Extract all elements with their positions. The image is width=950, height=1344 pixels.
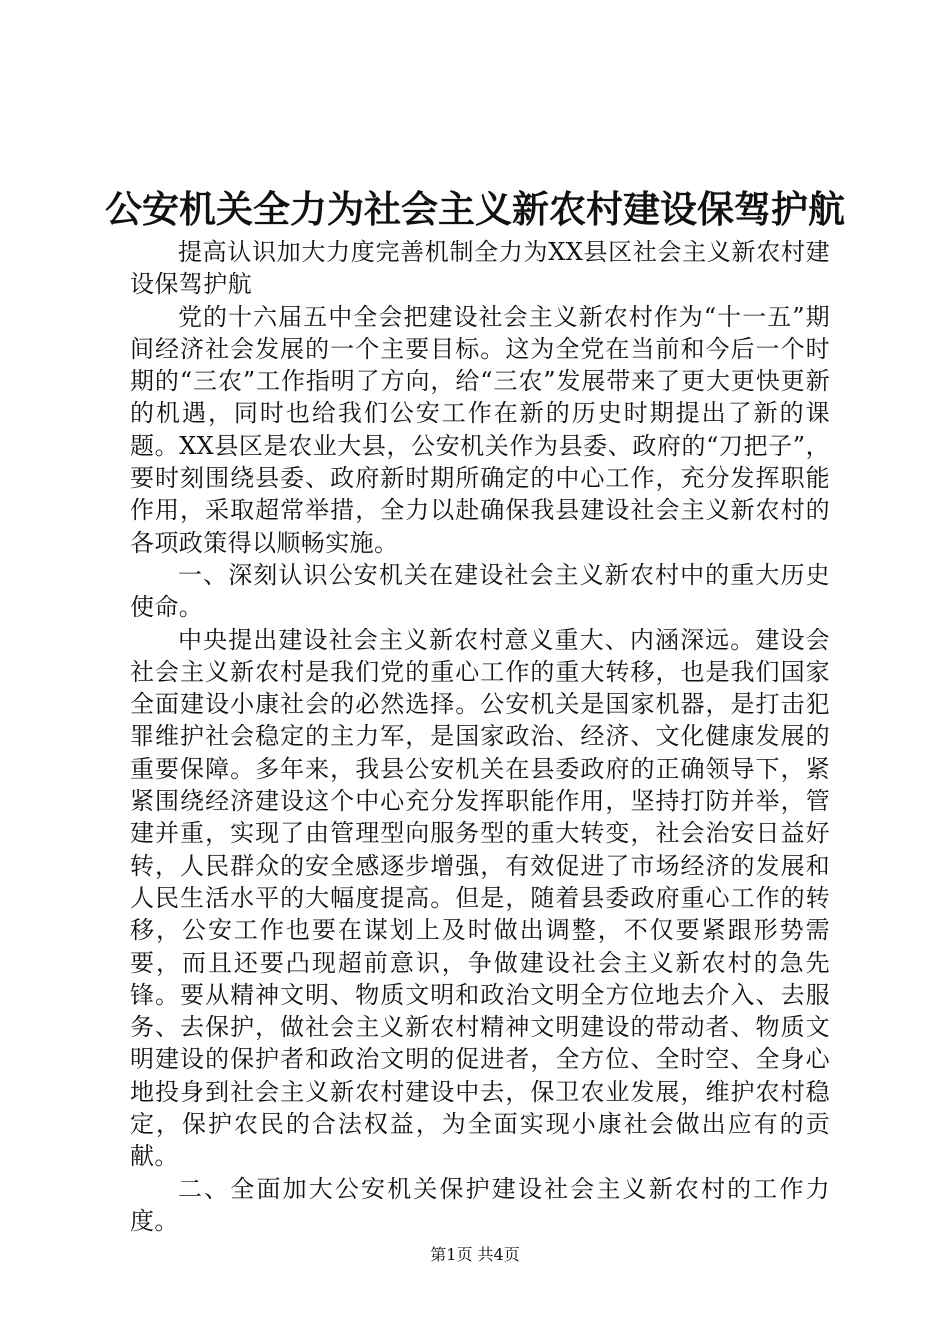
subtitle-paragraph: 提高认识加大力度完善机制全力为XX县区社会主义新农村建设保驾护航 — [130, 238, 830, 299]
intro-paragraph: 党的十六届五中全会把建设社会主义新农村作为“十一五”期间经济社会发展的一个主要目标。这为全党在当前和今后一个时期的“三农”工作指明了方向，给“三农”发展带来了更大更快更新的机遇，同时也给我们公安工作在新的历史时期提出了新的课题。XX县区是农业大县，公安机关作为县委、政府的“刀把子”，要时刻围绕县委、政府新时期所确定的中心工作，充分发挥职能作用，采取超常举措，全力以赴确保我县建设社会主义新农村的各项政策得以顺畅实施。 — [130, 302, 830, 557]
section-two-heading: 二、全面加大公安机关保护建设社会主义新农村的工作力度。 — [130, 1174, 830, 1235]
section-one-heading: 一、深刻认识公安机关在建设社会主义新农村中的重大历史使命。 — [130, 560, 830, 622]
document-body — [130, 236, 830, 1237]
document-title: 公安机关全力为社会主义新农村建设保驾护航 — [105, 187, 845, 231]
section-one-paragraph: 中央提出建设社会主义新农村意义重大、内涵深远。建设会社会主义新农村是我们党的重心工作的重大转移，也是我们国家全面建设小康社会的必然选择。公安机关是国家机器，是打击犯罪维护社会稳定的主力军，是国家政治、经济、文化健康发展的重要保障。多年来，我县公安机关在县委政府的正确领导下，紧紧围绕经济建设这个中心充分发挥职能作用，坚持打防并举，管建并重，实现了由管理型向服务型的重大转变，社会治安日益好转，人民群众的安全感逐步增强，有效促进了市场经济的发展和人民生活水平的大幅度提高。但是，随着县委政府重心工作的转移，公安工作也要在谋划上及时做出调整，不仅要紧跟形势需要，而且还要凸现超前意识，争做建设社会主义新农村的急先锋。要从精神文明、物质文明和政治文明全方位地去介入、去服务、去保护，做社会主义新农村精神文明建设的带动者、物质文明建设的保护者和政治文明的促进者，全方位、全时空、全身心地投身到社会主义新农村建设中去，保卫农业发展，维护农村稳定，保护农民的合法权益，为全面实现小康社会做出应有的贡献。 — [130, 625, 830, 1171]
page-footer: 第1页 共4页 — [430, 1245, 520, 1264]
